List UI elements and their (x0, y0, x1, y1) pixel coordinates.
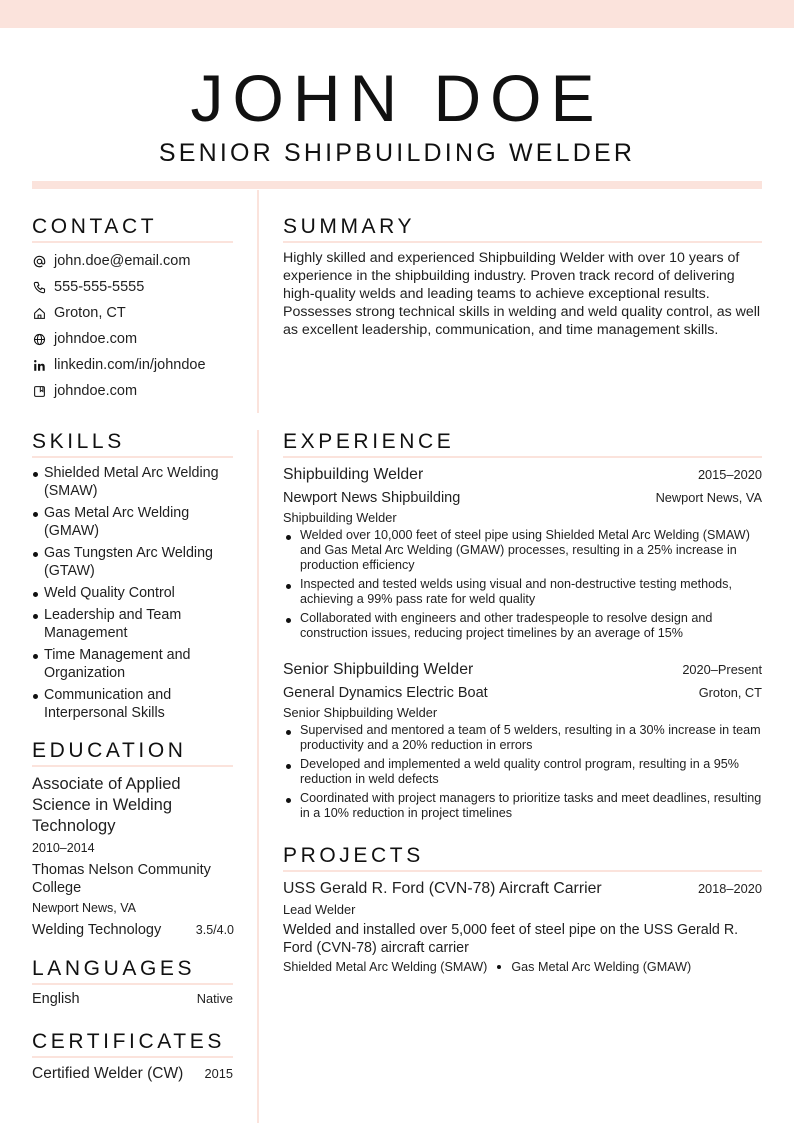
portfolio-icon (32, 384, 46, 398)
home-icon (32, 306, 46, 320)
job-dates: 2020–Present (682, 662, 762, 677)
language-name: English (32, 991, 80, 1007)
education-field: Welding Technology (32, 922, 162, 938)
job-entry (283, 660, 762, 825)
job-role: Senior Shipbuilding Welder (283, 705, 438, 720)
project-tag: Shielded Metal Arc Welding (SMAW) (283, 960, 488, 974)
job-company: Newport News Shipbuilding (283, 490, 461, 506)
contact-heading: CONTACT (32, 215, 233, 243)
job-bullet: Developed and implemented a weld quality control program, resulting in a 95% reduction in weld defects (283, 757, 762, 787)
summary-text: Highly skilled and experienced Shipbuilding Welder with over 10 years of experience in the shipbuilding industry. Proven track record of delivering high-quality welds and leading teams to achieve exceptional results. Possesses strong technical skills in welding and weld quality control, as well as excellent leadership, communication, and time management skills. (283, 250, 761, 338)
at-icon (32, 254, 46, 268)
job-bullet: Inspected and tested welds using visual and non-destructive testing methods, achieving a 99% pass rate for weld quality (283, 577, 762, 607)
project-description: Welded and installed over 5,000 feet of steel pipe on the USS Gerald R. Ford (CVN-78) aircraft carrier (283, 922, 739, 956)
education-school: Thomas Nelson Community College (32, 862, 211, 896)
skill-item: Gas Metal Arc Welding (GMAW) (32, 504, 237, 540)
job-bullet: Coordinated with project managers to prioritize tasks and meet deadlines, resulting in a 10% reduction in project timelines (283, 791, 762, 821)
contact-portfolio[interactable]: johndoe.com (32, 378, 232, 404)
contact-linkedin[interactable]: linkedin.com/in/johndoe (32, 352, 232, 378)
certificate-item (32, 1065, 233, 1083)
skill-item: Time Management and Organization (32, 646, 237, 682)
skill-item: Leadership and Team Management (32, 606, 237, 642)
project-title: USS Gerald R. Ford (CVN-78) Aircraft Carrier (283, 880, 602, 897)
education-years: 2010–2014 (32, 841, 95, 855)
skills-heading: SKILLS (32, 430, 233, 458)
language-item (32, 991, 233, 1007)
contact-website[interactable]: johndoe.com (32, 326, 232, 352)
projects-heading: PROJECTS (283, 844, 762, 872)
project-entry (283, 879, 762, 975)
job-company: General Dynamics Electric Boat (283, 685, 488, 701)
job-bullet: Welded over 10,000 feet of steel pipe using Shielded Metal Arc Welding (SMAW) and Gas Metal Arc Welding (GMAW) processes, resulting in a 25% increase in production efficiency (283, 528, 762, 573)
column-divider-top (257, 190, 259, 413)
education-gpa: 3.5/4.0 (195, 923, 234, 937)
job-bullet: Supervised and mentored a team of 5 welders, resulting in a 30% increase in team productivity and a 20% reduction in errors (283, 723, 762, 753)
project-tag: Gas Metal Arc Welding (GMAW) (511, 960, 692, 974)
experience-heading: EXPERIENCE (283, 430, 762, 458)
project-role: Lead Welder (283, 902, 356, 917)
contact-phone[interactable]: 555-555-5555 (32, 274, 232, 300)
candidate-title: SENIOR SHIPBUILDING WELDER (158, 139, 636, 167)
skill-item: Weld Quality Control (32, 584, 237, 602)
skill-item: Gas Tungsten Arc Welding (GTAW) (32, 544, 237, 580)
contact-email[interactable]: john.doe@email.com (32, 248, 232, 274)
languages-heading: LANGUAGES (32, 957, 233, 985)
linkedin-icon (32, 358, 46, 372)
education-heading: EDUCATION (32, 739, 233, 767)
job-bullets (283, 528, 762, 641)
job-role: Shipbuilding Welder (283, 510, 397, 525)
job-title: Senior Shipbuilding Welder (283, 661, 474, 678)
education-location: Newport News, VA (32, 901, 136, 915)
top-accent-band (0, 0, 794, 28)
language-level: Native (196, 991, 233, 1006)
contact-list (32, 248, 232, 404)
candidate-name: JOHN DOE (190, 61, 604, 135)
globe-icon (32, 332, 46, 346)
education-entry (32, 774, 234, 939)
certificates-heading: CERTIFICATES (32, 1030, 233, 1058)
job-entry (283, 465, 762, 645)
certificate-name: Certified Welder (CW) (32, 1065, 184, 1082)
job-location: Groton, CT (698, 685, 762, 700)
skill-item: Communication and Interpersonal Skills (32, 686, 237, 722)
job-location: Newport News, VA (655, 490, 762, 505)
summary-heading: SUMMARY (283, 215, 762, 243)
contact-location: Groton, CT (32, 300, 232, 326)
education-degree: Associate of Applied Science in Welding Technology (32, 775, 181, 835)
job-dates: 2015–2020 (697, 467, 762, 482)
certificate-year: 2015 (204, 1066, 233, 1081)
project-tags (283, 959, 762, 975)
header-divider (32, 181, 762, 189)
project-dates: 2018–2020 (697, 881, 762, 896)
tag-separator (497, 965, 501, 969)
skills-list (32, 464, 237, 726)
job-bullets (283, 723, 762, 821)
phone-icon (32, 280, 46, 294)
column-divider-bottom (257, 430, 259, 1123)
job-title: Shipbuilding Welder (283, 466, 424, 483)
job-bullet: Collaborated with engineers and other tradespeople to resolve design and construction issues, reducing project timelines by an average of 15% (283, 611, 762, 641)
skill-item: Shielded Metal Arc Welding (SMAW) (32, 464, 237, 500)
